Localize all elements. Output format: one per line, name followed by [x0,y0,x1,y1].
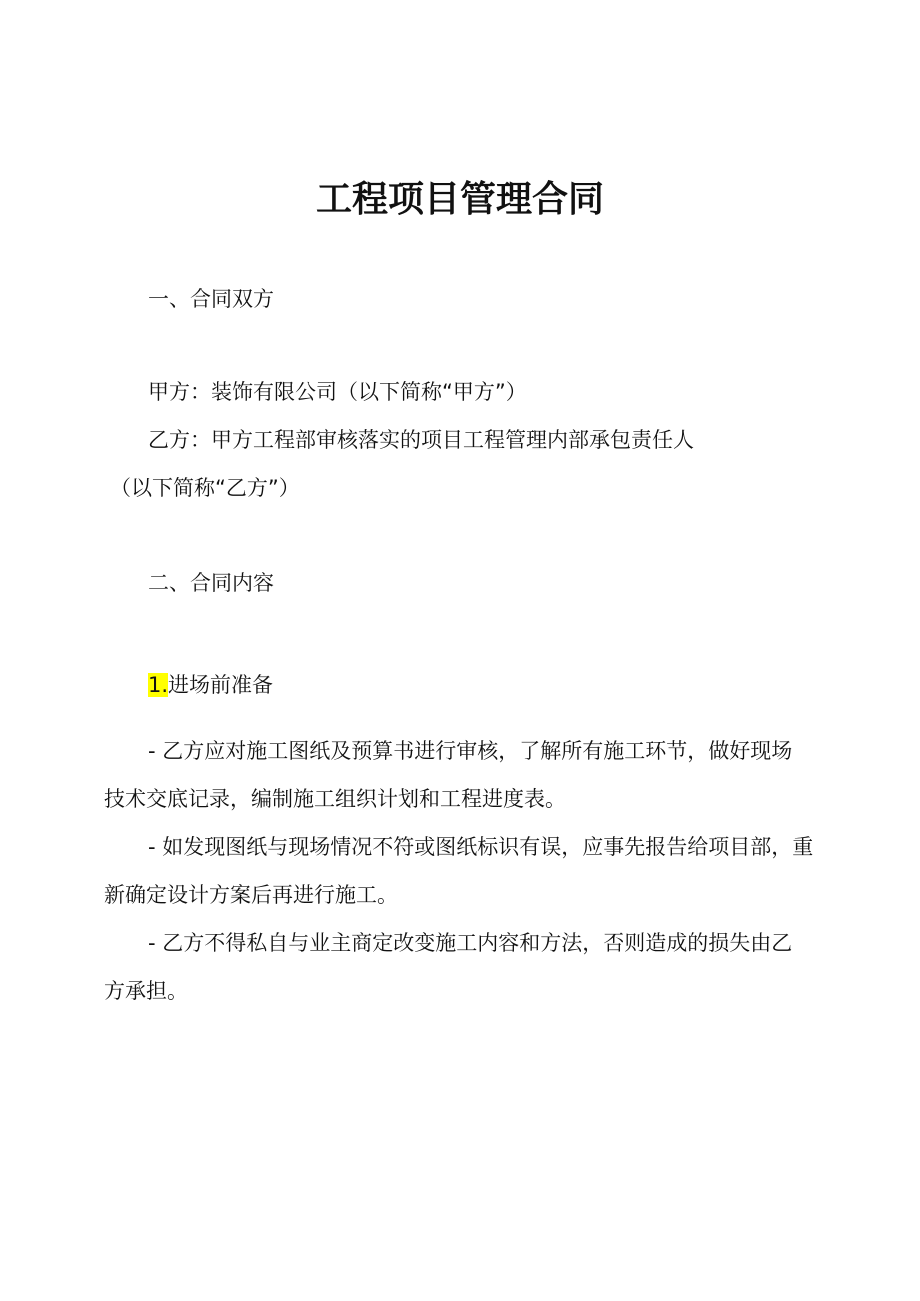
bullet-1-line-2: 技术交底记录，编制施工组织计划和工程进度表。 [104,787,566,811]
party-b-line-1: 乙方：甲方工程部审核落实的项目工程管理内部承包责任人 [148,428,694,452]
item-1-title: 进场前准备 [168,673,274,697]
bullet-2-line-2: 新确定设计方案后再进行施工。 [104,883,398,907]
party-b-line-2: （以下简称“乙方”） [110,476,300,500]
bullet-1-line-1: - 乙方应对施工图纸及预算书进行审核，了解所有施工环节，做好现场 [148,739,793,763]
bullet-2-line-1: - 如发现图纸与现场情况不符或图纸标识有误，应事先报告给项目部，重 [148,835,814,859]
party-a-line: 甲方：装饰有限公司（以下简称“甲方”） [148,380,527,404]
section-heading-content: 二、合同内容 [148,571,274,595]
section-heading-parties: 一、合同双方 [148,287,274,311]
document-title: 工程项目管理合同 [315,179,604,220]
bullet-3-line-2: 方承担。 [104,979,188,1003]
item-1-heading [148,670,273,700]
bullet-3-line-1: - 乙方不得私自与业主商定改变施工内容和方法，否则造成的损失由乙 [148,931,793,955]
item-1-number: 1. [148,673,169,697]
